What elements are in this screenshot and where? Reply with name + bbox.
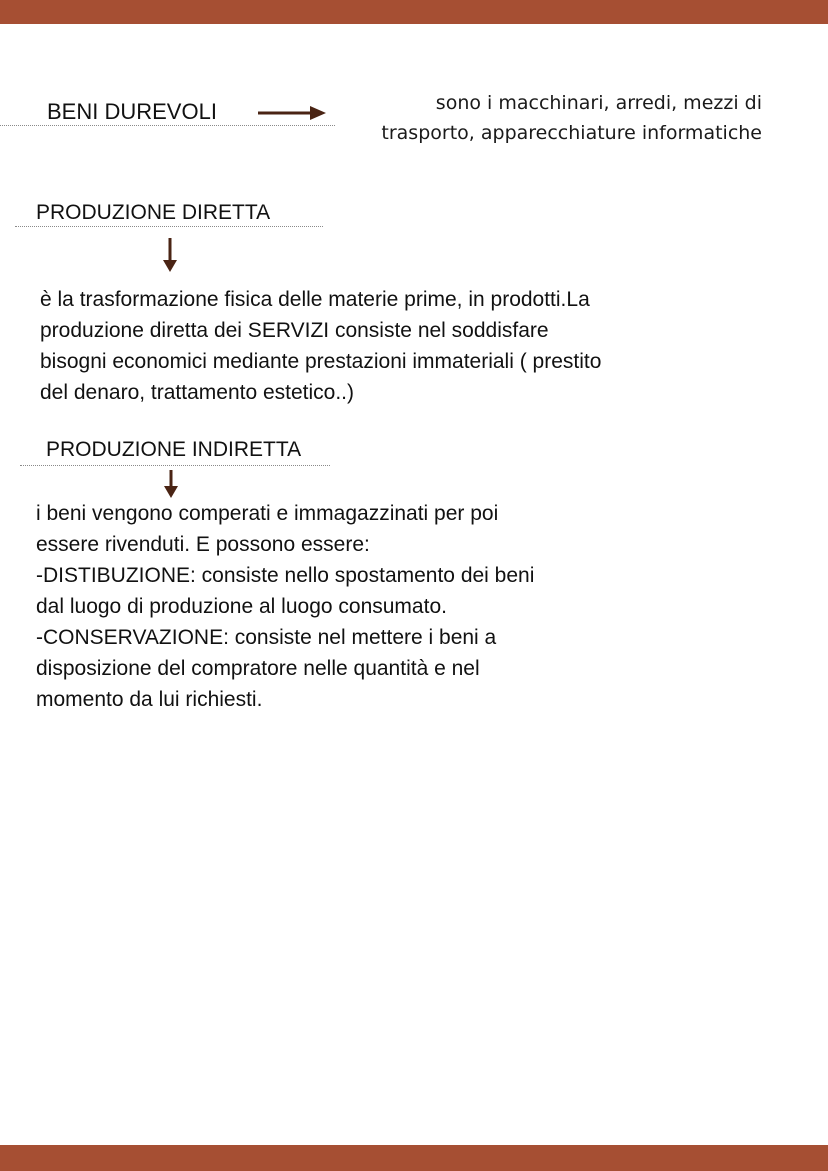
produzione-diretta-underline [15,226,323,227]
beni-durevoli-underline [0,125,335,126]
produzione-diretta-heading: PRODUZIONE DIRETTA [36,201,271,224]
paragraph-line: produzione diretta dei SERVIZI consiste nel soddisfare [40,319,549,342]
bottom-color-band [0,1145,828,1171]
produzione-indiretta-heading: PRODUZIONE INDIRETTA [46,438,302,461]
down-arrow-icon [161,470,181,500]
paragraph-line: -DISTIBUZIONE: consiste nello spostamento dei beni [36,564,535,587]
definition-line: sono i macchinari, arredi, mezzi di [435,92,762,114]
right-arrow-icon [258,103,328,123]
paragraph-line: i beni vengono comperati e immagazzinati per poi [36,502,499,525]
produzione-indiretta-paragraph [36,498,534,715]
top-color-band [0,0,828,24]
beni-durevoli-definition [322,88,762,148]
paragraph-line: essere rivenduti. E possono essere: [36,533,370,556]
paragraph-line: disposizione del compratore nelle quantità e nel [36,657,480,680]
beni-durevoli-heading: BENI DUREVOLI [47,99,217,124]
down-arrow-icon [160,238,180,274]
paragraph-line: -CONSERVAZIONE: consiste nel mettere i beni a [36,626,497,649]
paragraph-line: è la trasformazione fisica delle materie prime, in prodotti.La [40,288,590,311]
paragraph-line: del denaro, trattamento estetico..) [40,381,355,404]
produzione-diretta-paragraph [40,284,601,408]
paragraph-line: momento da lui richiesti. [36,688,263,711]
produzione-indiretta-underline [20,465,330,466]
definition-line: trasporto, apparecchiature informatiche [381,122,762,144]
paragraph-line: dal luogo di produzione al luogo consumato. [36,595,447,618]
paragraph-line: bisogni economici mediante prestazioni immateriali ( prestito [40,350,602,373]
